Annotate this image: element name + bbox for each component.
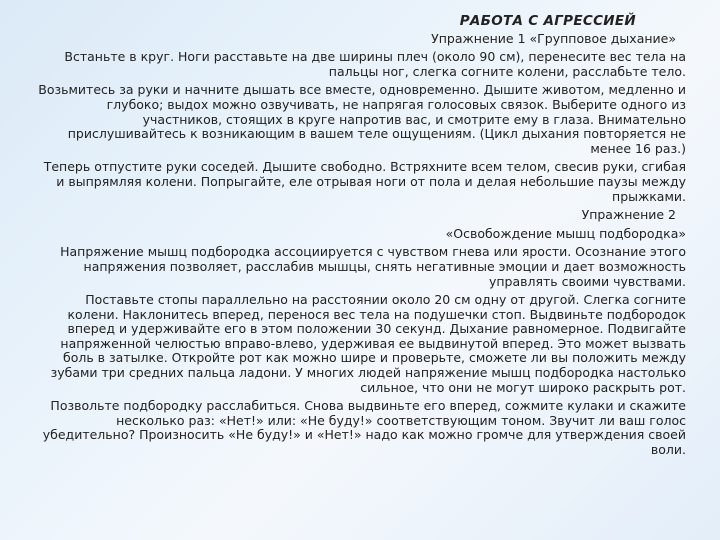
paragraph: Теперь отпустите руки соседей. Дышите свободно. Встряхните всем телом, свесив руки, сгибая и выпрямляя колени. Попрыгайте, еле отрывая ноги от пола и делая небольшие паузы между прыжками.	[43, 159, 686, 204]
paragraph: Возьмитесь за руки и начните дышать все вместе, одновременно. Дышите животом, медленно и глубоко; выдох можно озвучивать, не напрягая голосовых связок. Выберите одного из участников, стоящих в круге напротив вас, и смотрите ему в глаза. Внимательно прислушивайтесь к возникающим в вашем теле ощущениям. (Цикл дыхания повторяется не менее 16 раз.)	[38, 82, 686, 156]
paragraph: Встаньте в круг. Ноги расставьте на две ширины плеч (около 90 см), перенесите вес тела на пальцы ног, слегка согните колени, расслабьте тело.	[64, 49, 686, 79]
document-title: РАБОТА С АГРЕССИЕЙ	[459, 13, 636, 29]
paragraph: Поставьте стопы параллельно на расстоянии около 20 см одну от другой. Слегка согните колени. Наклонитесь вперед, перенося вес тела на подушечки стоп. Выдвиньте подбородок вперед и удерживайте его в этом положении 30 секунд. Дыхание равномерное. Подвигайте напряженной челюстью вправо-влево, удерживая ее выдвинутой вперед. Это может вызвать боль в затылке. Откройте рот как можно шире и проверьте, сможете ли вы положить между зубами три средних пальца ладони. У многих людей напряжение мышц подбородка настолько сильное, что они не могут широко раскрыть рот.	[50, 292, 686, 395]
paragraph: Позвольте подбородку расслабиться. Снова выдвиньте его вперед, сожмите кулаки и скажите несколько раз: «Нет!» или: «Не буду!» соответствующим тоном. Звучит ли ваш голос убедительно? Произносить «Не буду!» и «Нет!» надо как можно громче для утверждения своей воли.	[42, 398, 686, 458]
exercise-2-subtitle: «Освобождение мышц подбородка»	[445, 225, 686, 241]
exercise-1-title: Упражнение 1 «Групповое дыхание»	[431, 30, 676, 46]
document-body	[38, 14, 686, 462]
exercise-2-title: Упражнение 2	[581, 207, 676, 223]
paragraph: Напряжение мышц подбородка ассоциируется с чувством гнева или ярости. Осознание этого напряжения позволяет, расслабив мышцы, снять негативные эмоции и дает возможность управлять своими чувствами.	[60, 244, 686, 289]
